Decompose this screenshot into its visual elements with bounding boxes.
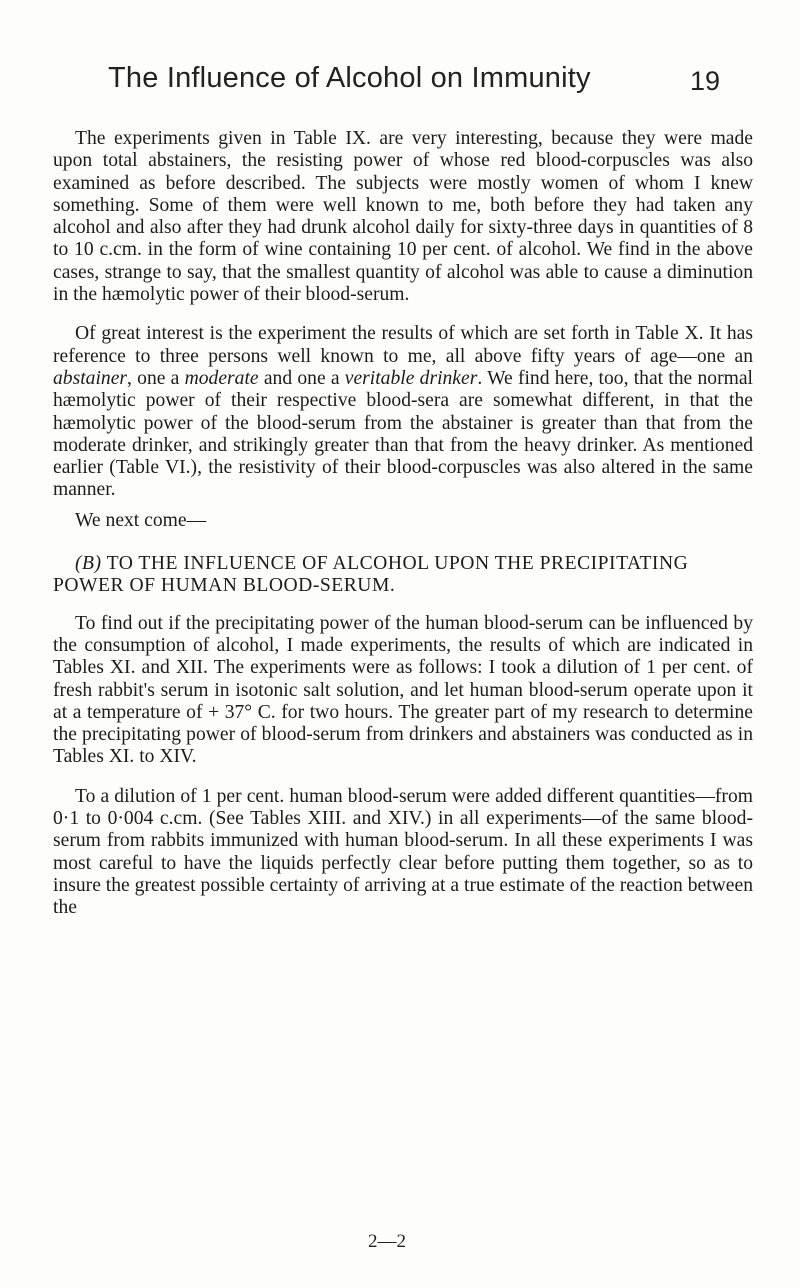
- paragraph-table-x-part-1: Of great interest is the experiment the results of which are set forth in Table X. It has reference to three persons well known to me, all above fifty years of age—one an: [53, 323, 753, 367]
- emphasis-veritable-drinker: veritable drinker: [344, 367, 478, 389]
- paragraph-table-x-part-4: . We find here, too, that the normal hæmolytic power of their respective blood-sera are somewhat different, in that the hæmolytic power of the blood-serum from the abstainer is greater than that from the moderate drinker, and strikingly greater than that from the heavy drinker. As mentioned earlier (Table VI.), the resistivity of their blood-corpuscles was also altered in the same manner.: [53, 367, 753, 501]
- section-heading-label: (B): [75, 553, 102, 575]
- paragraph-precipitating-power: To find out if the precipitating power of the human blood-serum can be influenced by the consumption of alcohol, I made experiments, the results of which are indicated in Tables XI. and XII. The experiments were as follows: I took a dilution of 1 per cent. of fresh rabbit's serum in isotonic salt solution, and let human blood-serum operate upon it at a temperature of + 37° C. for two hours. The greater part of my research to determine the precipitating power of blood-serum from drinkers and abstainers was conducted as in Tables XI. to XIV.: [53, 612, 753, 768]
- section-heading-text: TO THE INFLUENCE OF ALCOHOL UPON THE PRECIPITATING POWER OF HUMAN BLOOD-SERUM.: [53, 553, 689, 597]
- body-text: [53, 128, 753, 920]
- paragraph-table-x: [53, 323, 753, 501]
- paragraph-dilution: To a dilution of 1 per cent. human blood-serum were added different quantities—from 0·1 to 0·004 c.cm. (See Tables XIII. and XIV.) in all experiments—of the same blood-serum from rabbits immunized with human blood-serum. In all these experiments I was most careful to have the liquids perfectly clear before putting them together, so as to insure the greatest possible certainty of arriving at a true estimate of the reaction between the: [53, 785, 753, 919]
- running-title: The Influence of Alcohol on Immunity: [108, 62, 591, 94]
- paragraph-next-come: We next come—: [75, 509, 207, 531]
- paragraph-table-x-part-2: , one a: [127, 367, 185, 389]
- paragraph-table-x-part-3: and one a: [258, 367, 345, 389]
- page-number: 19: [689, 66, 720, 96]
- running-head: [108, 62, 720, 102]
- paragraph-table-ix: The experiments given in Table IX. are very interesting, because they were made upon total abstainers, the resisting power of whose red blood-corpuscles was also examined as before described. The subjects were mostly women of whom I knew something. Some of them were well known to me, both before they had taken any alcohol and also after they had drunk alcohol daily for sixty-three days in quantities of 8 to 10 c.cm. in the form of wine containing 10 per cent. of alcohol. We find in the above cases, strange to say, that the smallest quantity of alcohol was able to cause a diminution in the hæmolytic power of their blood-serum.: [53, 128, 753, 306]
- printer-signature: 2—2: [368, 1231, 406, 1252]
- emphasis-moderate: moderate: [184, 367, 259, 389]
- emphasis-abstainer: abstainer: [53, 367, 128, 389]
- section-heading: [53, 553, 753, 598]
